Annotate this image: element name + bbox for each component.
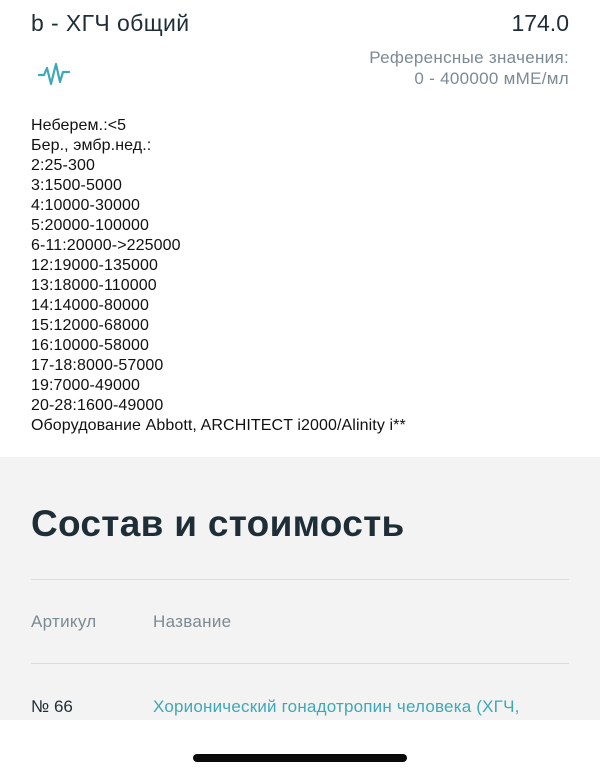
note-line: 15:12000-68000 xyxy=(31,317,149,334)
test-name: b - ХГЧ общий xyxy=(31,10,190,36)
note-line: 2:25-300 xyxy=(31,157,95,174)
note-line: 16:10000-58000 xyxy=(31,337,149,354)
note-line: 19:7000-49000 xyxy=(31,377,140,394)
table-row-article: № 66 xyxy=(31,697,73,716)
reference-label: Референсные значения: xyxy=(369,48,569,67)
note-line: 17-18:8000-57000 xyxy=(31,357,164,374)
note-line: 12:19000-135000 xyxy=(31,257,158,274)
reference-notes xyxy=(31,116,406,436)
note-line: Неберем.:<5 xyxy=(31,117,127,134)
note-line: 6-11:20000->225000 xyxy=(31,237,181,254)
equipment-note: Оборудование Abbott, ARCHITECT i2000/Alinity i** xyxy=(31,417,406,434)
table-row-name-link[interactable]: Хорионический гонадотропин человека (ХГЧ, xyxy=(153,697,520,716)
reference-values xyxy=(369,47,569,89)
pulse-icon xyxy=(38,60,70,90)
note-line: 13:18000-110000 xyxy=(31,277,157,294)
note-line: 3:1500-5000 xyxy=(31,177,122,194)
bottom-safe-area xyxy=(0,720,600,773)
section-title: Состав и стоимость xyxy=(31,503,405,544)
note-line: 5:20000-100000 xyxy=(31,217,149,234)
composition-section xyxy=(0,457,600,720)
note-line: 20-28:1600-49000 xyxy=(31,397,164,414)
note-line: 4:10000-30000 xyxy=(31,197,140,214)
note-line: 14:14000-80000 xyxy=(31,297,149,314)
note-line: Бер., эмбр.нед.: xyxy=(31,137,152,154)
test-value: 174.0 xyxy=(511,10,569,36)
divider xyxy=(31,663,569,664)
divider xyxy=(31,579,569,580)
reference-range: 0 - 400000 мМЕ/мл xyxy=(414,69,569,88)
home-indicator[interactable] xyxy=(193,754,407,762)
column-header-article: Артикул xyxy=(31,612,97,631)
column-header-name: Название xyxy=(153,612,232,631)
